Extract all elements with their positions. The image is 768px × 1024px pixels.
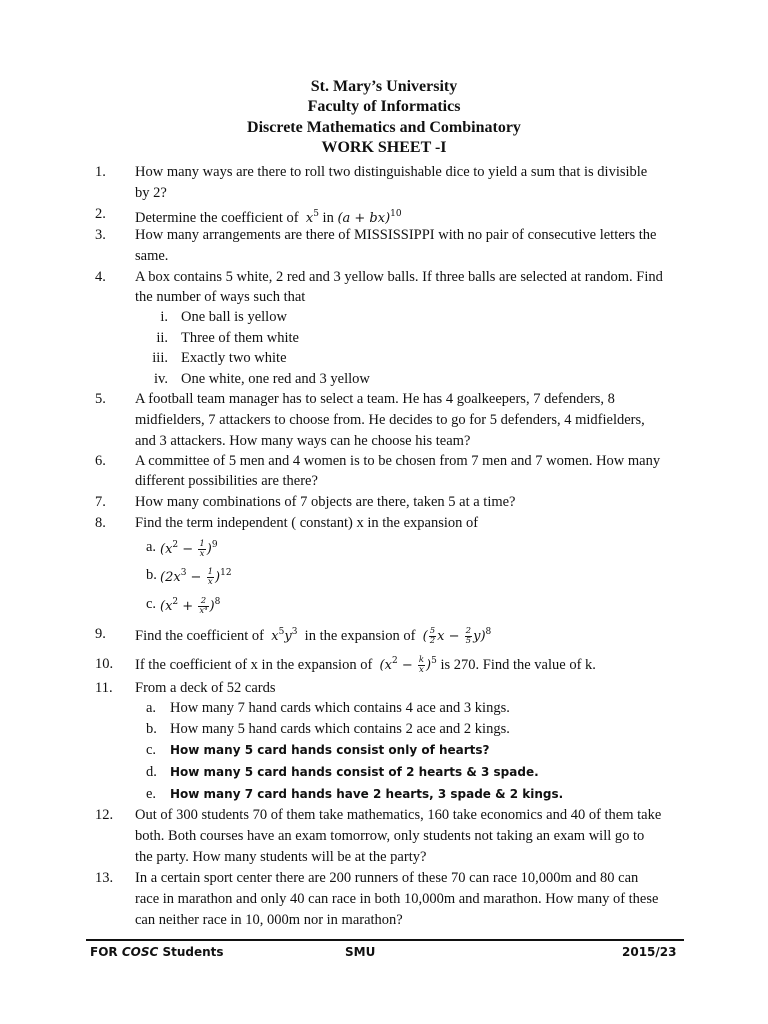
- question-text: From a deck of 52 cards: [135, 680, 276, 696]
- list-item: How many 5 card hands consist of 2 hearts & 3 spade.: [170, 765, 539, 779]
- question-text: How many ways are there to roll two distinguishable dice to yield a sum that is divisible: [135, 164, 648, 180]
- question-number: 9.: [95, 626, 106, 642]
- list-marker: ii.: [156, 330, 168, 346]
- list-marker: e.: [146, 786, 157, 802]
- list-item: How many 7 hand cards which contains 4 ace and 3 kings.: [170, 700, 510, 716]
- question-text: A football team manager has to select a team. He has 4 goalkeepers, 7 defenders, 8: [135, 391, 615, 407]
- question-text: both. Both courses have an exam tomorrow, only students not taking an exam will go to: [135, 828, 645, 844]
- list-marker: a.: [146, 539, 157, 555]
- question-text: How many combinations of 7 objects are there, taken 5 at a time?: [135, 494, 516, 510]
- question-text: A box contains 5 white, 2 red and 3 yellow balls. If three balls are selected at random. Find: [135, 269, 663, 285]
- question-text: can neither race in 10, 000m nor in marathon?: [135, 912, 403, 928]
- question-10: If the coefficient of x in the expansion of ($x^2$ − $\frac{k}{x}$ )$^5$ is 270. Find the value of k.: [135, 655, 596, 675]
- question-text: the number of ways such that: [135, 289, 306, 305]
- question-number: 10.: [95, 656, 114, 672]
- list-marker: c.: [146, 596, 157, 612]
- question-number: 11.: [95, 680, 113, 696]
- footer-right: 2015/23: [622, 945, 677, 959]
- list-marker: c.: [146, 742, 157, 758]
- question-text: midfielders, 7 attackers to choose from. He decides to go for 5 defenders, 4 midfielders,: [135, 412, 645, 428]
- list-item: Exactly two white: [181, 350, 287, 366]
- math-expression: ($x^2$ + $\frac{2}{\text{x⁴}}$ )$^8$: [160, 596, 221, 616]
- math-expression: $x^5y^3$: [271, 627, 298, 644]
- question-text: and 3 attackers. How many ways can he choose his team?: [135, 433, 471, 449]
- question-text: In a certain sport center there are 200 runners of these 70 can race 10,000m and 80 can: [135, 870, 639, 886]
- question-number: 3.: [95, 227, 106, 243]
- question-number: 7.: [95, 494, 106, 510]
- question-text: by 2?: [135, 185, 167, 201]
- list-item: One ball is yellow: [181, 309, 287, 325]
- list-marker: iii.: [152, 350, 168, 366]
- question-text: Out of 300 students 70 of them take mathematics, 160 take economics and 40 of them take: [135, 807, 662, 823]
- math-expression: (a + bx)$^{10}$: [337, 209, 402, 226]
- footer-center: SMU: [345, 945, 376, 959]
- question-number: 6.: [95, 453, 106, 469]
- math-expression: ($2x^3$ − $\frac{1}{x}$ )$^{12}$: [160, 567, 232, 587]
- question-text: different possibilities are there?: [135, 473, 318, 489]
- question-text: Find the term independent ( constant) x in the expansion of: [135, 515, 479, 531]
- list-item: One white, one red and 3 yellow: [181, 371, 370, 387]
- question-9: Find the coefficient of $x^5y^3$ in the expansion of ( $\frac{5}{2}$ x − $\frac{2}{5}$ y)$^8$: [135, 626, 492, 646]
- list-item: How many 7 card hands have 2 hearts, 3 spade & 2 kings.: [170, 787, 564, 801]
- question-number: 5.: [95, 391, 106, 407]
- university-title: St. Mary’s University: [310, 78, 458, 95]
- list-item: How many 5 hand cards which contains 2 ace and 2 kings.: [170, 721, 510, 737]
- question-number: 8.: [95, 515, 106, 531]
- question-number: 2.: [95, 206, 106, 222]
- math-expression: ($x^2$ − $\frac{1}{x}$ )$^9$: [160, 539, 218, 559]
- footer-left: FOR COSC Students: [90, 945, 224, 959]
- list-item: How many 5 card hands consist only of hearts?: [170, 743, 490, 757]
- faculty-title: Faculty of Informatics: [307, 98, 461, 115]
- list-marker: a.: [146, 700, 157, 716]
- course-title: Discrete Mathematics and Combinatory: [247, 119, 521, 136]
- list-marker: iv.: [154, 371, 168, 387]
- question-2: Determine the coefficient of $x^5$ in (a + bx)$^{10}$: [135, 209, 402, 226]
- list-marker: i.: [160, 309, 168, 325]
- question-text: the party. How many students will be at the party?: [135, 849, 427, 865]
- math-expression: $x^5$: [305, 209, 319, 226]
- list-item: Three of them white: [181, 330, 299, 346]
- question-number: 1.: [95, 164, 106, 180]
- list-marker: d.: [146, 764, 157, 780]
- question-number: 13.: [95, 870, 114, 886]
- list-marker: b.: [146, 721, 157, 737]
- math-expression: ( $\frac{5}{2}$ x − $\frac{2}{5}$ y)$^8$: [422, 626, 492, 646]
- question-text: same.: [135, 248, 169, 264]
- question-number: 4.: [95, 269, 106, 285]
- question-number: 12.: [95, 807, 114, 823]
- list-marker: b.: [146, 567, 157, 583]
- math-expression: ($x^2$ − $\frac{k}{x}$ )$^5$: [379, 655, 437, 675]
- question-text: A committee of 5 men and 4 women is to be chosen from 7 men and 7 women. How many: [135, 453, 661, 469]
- footer-rule: [86, 939, 684, 941]
- worksheet-title: WORK SHEET -I: [321, 139, 447, 156]
- question-text: race in marathon and only 40 can race in both 10,000m and marathon. How many of these: [135, 891, 659, 907]
- question-text: How many arrangements are there of MISSISSIPPI with no pair of consecutive letters the: [135, 227, 657, 243]
